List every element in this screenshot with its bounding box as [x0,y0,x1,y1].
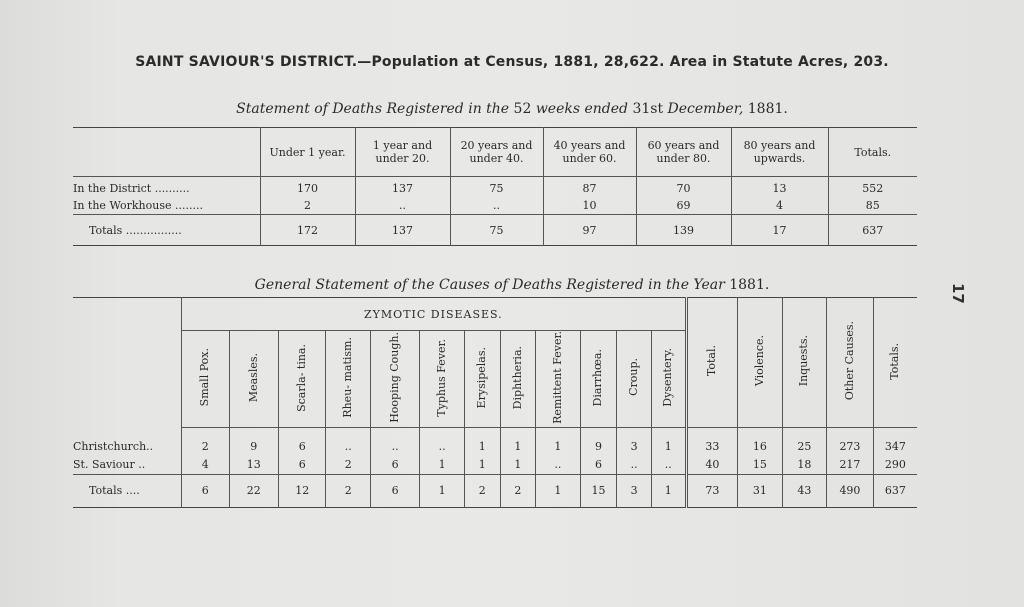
row-label: Totals .... [73,474,182,507]
table-cell: .. [617,456,652,475]
header-diarrhoea: Diarrhœa. [580,331,617,428]
header-totals: Totals. [873,298,917,428]
table-cell: 490 [827,474,874,507]
table-cell: 16 [738,427,783,456]
table-row [73,456,917,475]
table-row [73,427,917,456]
table-cell: 1 [464,427,500,456]
table-cell: 2 [500,474,536,507]
table-cell: 637 [873,474,917,507]
page-number: 17 [949,283,967,304]
deaths-by-age-table [73,127,917,246]
deaths-caption-year: 1881. [747,101,788,117]
header-total: Total. [686,298,737,428]
header-remittent-fever: Remittent Fever. [536,331,581,428]
deaths-caption-post: December, [663,101,748,117]
table-cell: 12 [278,474,325,507]
table-cell: 15 [738,456,783,475]
header-erysipelas: Erysipelas. [464,331,500,428]
header-violence: Violence. [738,298,783,428]
table-cell: 217 [827,456,874,475]
table-cell: 1 [420,456,465,475]
causes-caption [0,277,1024,293]
table-cell: .. [420,427,465,456]
header-diphtheria: Diphtheria. [500,331,536,428]
table-cell: 87 [543,177,636,198]
header-cell: 80 years and upwards. [731,128,828,177]
table-cell: 9 [580,427,617,456]
deaths-caption-day: 31st [632,101,664,117]
deaths-caption-pre: Statement of Deaths Registered in the [236,101,514,117]
header-croup: Croup. [617,331,652,428]
table-cell: 1 [536,474,581,507]
table-cell: 85 [828,197,917,215]
table-cell: 6 [580,456,617,475]
table-cell: 69 [636,197,731,215]
header-cell: 1 year and under 20. [355,128,450,177]
stub-header [73,128,260,177]
header-dysentery: Dysentery. [651,331,686,428]
header-inquests: Inquests. [782,298,827,428]
header-cell: 20 years and under 40. [450,128,543,177]
header-cell: Totals. [828,128,917,177]
deaths-caption [0,101,1024,117]
table-cell: 43 [782,474,827,507]
table-cell: 347 [873,427,917,456]
table-cell: 97 [543,215,636,246]
table-cell: 290 [873,456,917,475]
row-label: In the District .......... [73,182,190,195]
table-cell: 33 [686,427,737,456]
table-cell: 13 [731,177,828,198]
table-cell: 1 [464,456,500,475]
causes-of-death-table [73,297,917,508]
header-scarlatina: Scarla- tina. [278,331,325,428]
table-cell: 137 [355,215,450,246]
table-cell: 75 [450,215,543,246]
table-cell: 1 [500,427,536,456]
header-measles: Measles. [229,331,278,428]
header-typhus-fever: Typhus Fever. [420,331,465,428]
table-cell: 2 [326,474,371,507]
table-cell: 2 [326,456,371,475]
table-cell: 13 [229,456,278,475]
table-row [73,197,917,215]
totals-row [73,474,917,507]
table-cell: 137 [355,177,450,198]
table-cell: 1 [536,427,581,456]
row-label: Christchurch.. [73,440,154,454]
totals-row [73,215,917,246]
table-cell: .. [355,197,450,215]
header-cell: Under 1 year. [260,128,355,177]
table-cell: 25 [782,427,827,456]
table-cell: 6 [278,456,325,475]
table-cell: 2 [182,427,229,456]
table-cell: 18 [782,456,827,475]
table-cell: 31 [738,474,783,507]
table-cell: 170 [260,177,355,198]
causes-caption-text: General Statement of the Causes of Deaths Registered in the Year [254,277,730,293]
table-cell: 10 [543,197,636,215]
table-cell: 75 [450,177,543,198]
table-cell: .. [450,197,543,215]
table-cell: 637 [828,215,917,246]
table-cell: 139 [636,215,731,246]
district-title: SAINT SAVIOUR'S DISTRICT.—Population at Census, 1881, 28,622. Area in Statute Acres, 203. [135,54,889,70]
header-other-causes: Other Causes. [827,298,874,428]
header-small-pox: Small Pox. [182,331,229,428]
header-cell: 60 years and under 80. [636,128,731,177]
table-cell: 70 [636,177,731,198]
table-cell: 15 [580,474,617,507]
table-cell: 1 [500,456,536,475]
table-cell: 40 [686,456,737,475]
row-label: St. Saviour .. [73,458,146,472]
table-cell: 552 [828,177,917,198]
row-label: In the Workhouse ........ [73,199,203,212]
table-row [73,177,917,198]
table-cell: 273 [827,427,874,456]
table-cell: .. [536,456,581,475]
table-cell: 6 [370,474,419,507]
table-cell: 6 [278,427,325,456]
zymotic-diseases-header: ZYMOTIC DISEASES. [182,298,687,331]
table-cell: 1 [651,427,686,456]
table-cell: 22 [229,474,278,507]
table-cell: 1 [420,474,465,507]
table-cell: 1 [651,474,686,507]
table-cell: 9 [229,427,278,456]
stub-header [73,298,182,428]
table-cell: 3 [617,474,652,507]
table-cell: 6 [370,456,419,475]
table-cell: 2 [260,197,355,215]
table-cell: 4 [731,197,828,215]
header-rheumatism: Rheu- matism. [326,331,371,428]
table-cell: 3 [617,427,652,456]
deaths-caption-weeks: 52 [513,101,532,117]
deaths-caption-mid: weeks ended [531,101,633,117]
table-cell: 73 [686,474,737,507]
table-cell: 4 [182,456,229,475]
table-cell: 172 [260,215,355,246]
table-cell: 2 [464,474,500,507]
header-cell: 40 years and under 60. [543,128,636,177]
table-cell: .. [370,427,419,456]
table-cell: 6 [182,474,229,507]
header-hooping-cough: Hooping Cough. [370,331,419,428]
table-cell: 17 [731,215,828,246]
causes-caption-year: 1881. [729,277,770,293]
table-cell: .. [651,456,686,475]
table-cell: .. [326,427,371,456]
row-label: Totals ................ [73,215,260,246]
